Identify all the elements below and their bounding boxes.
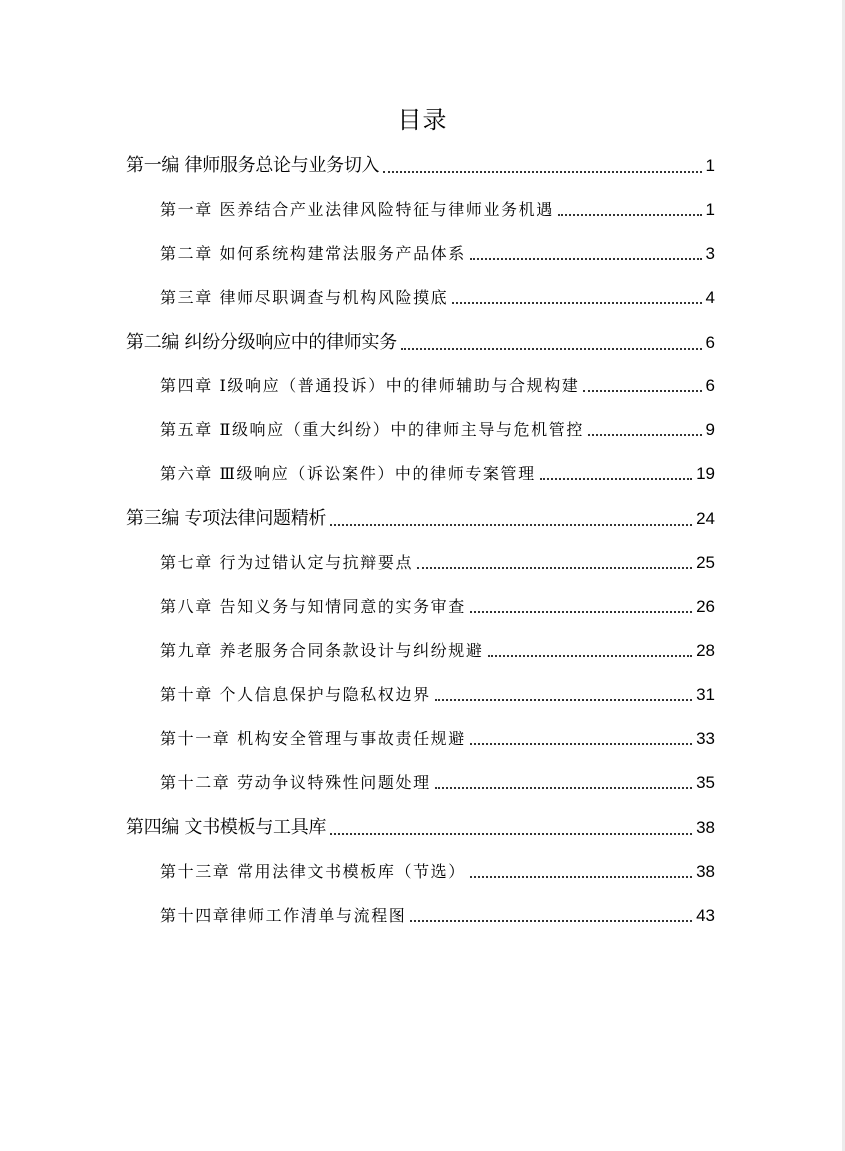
toc-entry-page: 31 [696, 685, 715, 704]
toc-chapter-entry[interactable] [160, 771, 715, 795]
toc-entry-page: 24 [696, 509, 715, 528]
toc-part-entry[interactable] [126, 153, 715, 179]
toc-entry-label: 第二章 如何系统构建常法服务产品体系 [160, 244, 466, 263]
dot-leader [470, 257, 702, 260]
toc-entry-page: 3 [705, 244, 715, 263]
dot-leader [470, 610, 692, 613]
toc-chapter-entry[interactable] [160, 462, 715, 486]
toc-entry-page: 6 [705, 333, 715, 352]
dot-leader [488, 654, 693, 657]
toc-chapter-entry[interactable] [160, 286, 715, 310]
toc-entry-label: 第五章 Ⅱ级响应（重大纠纷）中的律师主导与危机管控 [160, 420, 584, 439]
toc-entry-label: 第十一章 机构安全管理与事故责任规避 [160, 729, 466, 748]
toc-chapter-entry[interactable] [160, 727, 715, 751]
dot-leader [401, 347, 702, 350]
toc-entry-page: 1 [705, 200, 715, 219]
dot-leader [330, 832, 692, 835]
toc-part-entry[interactable] [126, 506, 715, 532]
toc-chapter-entry[interactable] [160, 904, 715, 928]
toc-entry-page: 38 [696, 818, 715, 837]
toc-chapter-entry[interactable] [160, 639, 715, 663]
dot-leader [540, 477, 692, 480]
dot-leader [435, 786, 692, 789]
toc-entry-label: 第八章 告知义务与知情同意的实务审查 [160, 597, 466, 616]
toc-title: 目录 [397, 106, 448, 134]
toc-chapter-entry[interactable] [160, 374, 715, 398]
dot-leader [452, 301, 701, 304]
toc-part-entry[interactable] [126, 815, 715, 841]
toc-chapter-entry[interactable] [160, 595, 715, 619]
toc-entry-label: 第七章 行为过错认定与抗辩要点 [160, 553, 414, 572]
toc-entry-page: 35 [696, 773, 715, 792]
toc-chapter-entry[interactable] [160, 198, 715, 222]
toc-entry-label: 第十三章 常用法律文书模板库（节选） [160, 862, 466, 881]
toc-entry-page: 26 [696, 597, 715, 616]
dot-leader [470, 875, 692, 878]
dot-leader [417, 566, 692, 569]
dot-leader [588, 433, 702, 436]
dot-leader [330, 523, 692, 526]
toc-entry-label: 第四章 Ⅰ级响应（普通投诉）中的律师辅助与合规构建 [160, 376, 580, 395]
toc-entry-label: 第一编 律师服务总论与业务切入 [126, 155, 380, 176]
toc-entry-page: 1 [705, 156, 715, 175]
dot-leader [583, 389, 701, 392]
dot-leader [383, 170, 701, 173]
toc-entry-page: 19 [696, 464, 715, 483]
toc-entry-label: 第三章 律师尽职调查与机构风险摸底 [160, 288, 449, 307]
toc-entry-page: 38 [696, 862, 715, 881]
toc-entry-label: 第二编 纠纷分级响应中的律师实务 [126, 332, 397, 353]
dot-leader [435, 698, 692, 701]
dot-leader [558, 213, 702, 216]
toc-entry-label: 第六章 Ⅲ级响应（诉讼案件）中的律师专案管理 [160, 464, 536, 483]
toc-entry-page: 33 [696, 729, 715, 748]
toc-chapter-entry[interactable] [160, 418, 715, 442]
toc-entry-label: 第十四章律师工作清单与流程图 [160, 906, 407, 925]
toc-entry-label: 第十章 个人信息保护与隐私权边界 [160, 685, 431, 704]
toc-entry-page: 4 [705, 288, 715, 307]
toc-part-entry[interactable] [126, 330, 715, 356]
toc-entry-page: 25 [696, 553, 715, 572]
dot-leader [470, 742, 692, 745]
toc-entry-page: 9 [705, 420, 715, 439]
toc-chapter-entry[interactable] [160, 551, 715, 575]
toc-entry-label: 第一章 医养结合产业法律风险特征与律师业务机遇 [160, 200, 554, 219]
toc-entry-page: 6 [705, 376, 715, 395]
toc-entry-page: 28 [696, 641, 715, 660]
toc-chapter-entry[interactable] [160, 683, 715, 707]
toc-entry-page: 43 [696, 906, 715, 925]
toc-chapter-entry[interactable] [160, 860, 715, 884]
toc-entry-label: 第九章 养老服务合同条款设计与纠纷规避 [160, 641, 484, 660]
toc-entry-label: 第十二章 劳动争议特殊性问题处理 [160, 773, 431, 792]
dot-leader [410, 919, 692, 922]
toc-entry-label: 第四编 文书模板与工具库 [126, 817, 327, 838]
toc-entry-label: 第三编 专项法律问题精析 [126, 508, 327, 529]
toc-chapter-entry[interactable] [160, 242, 715, 266]
